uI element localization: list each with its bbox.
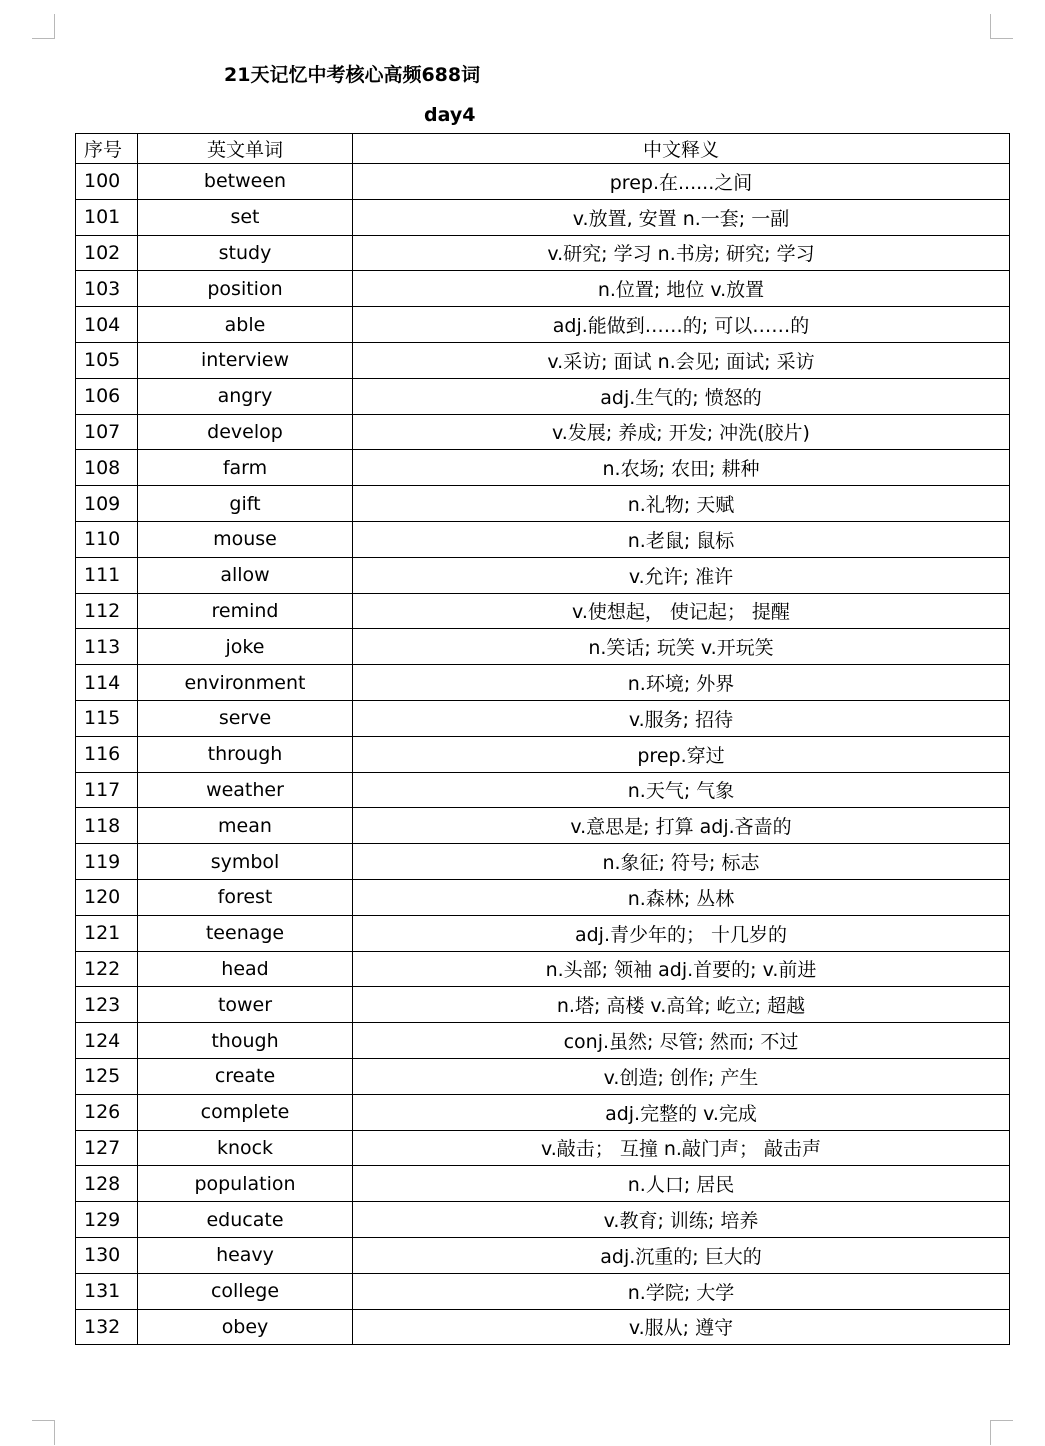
cell-index: 121 <box>76 915 138 951</box>
cell-index: 118 <box>76 808 138 844</box>
cell-english-word: through <box>138 736 353 772</box>
table-row <box>76 987 1010 1023</box>
cell-index: 109 <box>76 486 138 522</box>
cell-index: 110 <box>76 521 138 557</box>
header-chinese-meaning: 中文释义 <box>353 134 1010 164</box>
table-row <box>76 593 1010 629</box>
cell-index: 102 <box>76 235 138 271</box>
cell-english-word: gift <box>138 486 353 522</box>
cell-english-word: symbol <box>138 844 353 880</box>
header-english-word: 英文单词 <box>138 134 353 164</box>
cell-chinese-meaning: adj.完整的 v.完成 <box>353 1094 1010 1130</box>
table-row <box>76 199 1010 235</box>
cell-english-word: serve <box>138 700 353 736</box>
cell-index: 115 <box>76 700 138 736</box>
cell-english-word: complete <box>138 1094 353 1130</box>
cell-chinese-meaning: v.服务; 招待 <box>353 700 1010 736</box>
cell-chinese-meaning: v.敲击； 互撞 n.敲门声； 敲击声 <box>353 1130 1010 1166</box>
table-row <box>76 915 1010 951</box>
cell-chinese-meaning: n.森林; 丛林 <box>353 879 1010 915</box>
cell-english-word: develop <box>138 414 353 450</box>
table-row <box>76 1058 1010 1094</box>
cell-english-word: though <box>138 1023 353 1059</box>
cell-english-word: farm <box>138 450 353 486</box>
table-row <box>76 378 1010 414</box>
table-row <box>76 808 1010 844</box>
document-subtitle: day4 <box>424 104 476 126</box>
cell-chinese-meaning: n.位置; 地位 v.放置 <box>353 271 1010 307</box>
document-title: 21天记忆中考核心高频688词 <box>224 64 481 86</box>
cell-index: 100 <box>76 164 138 200</box>
cell-chinese-meaning: n.天气; 气象 <box>353 772 1010 808</box>
table-row <box>76 342 1010 378</box>
cell-english-word: allow <box>138 557 353 593</box>
table-row <box>76 772 1010 808</box>
cell-chinese-meaning: n.象征; 符号; 标志 <box>353 844 1010 880</box>
cell-index: 120 <box>76 879 138 915</box>
table-row <box>76 1309 1010 1345</box>
crop-mark-bottom-right <box>990 1420 1013 1445</box>
table-row <box>76 665 1010 701</box>
cell-chinese-meaning: adj.生气的; 愤怒的 <box>353 378 1010 414</box>
cell-chinese-meaning: n.笑话; 玩笑 v.开玩笑 <box>353 629 1010 665</box>
cell-index: 108 <box>76 450 138 486</box>
cell-chinese-meaning: v.使想起， 使记起； 提醒 <box>353 593 1010 629</box>
cell-chinese-meaning: n.头部; 领袖 adj.首要的; v.前进 <box>353 951 1010 987</box>
cell-english-word: forest <box>138 879 353 915</box>
table-row <box>76 235 1010 271</box>
table-row <box>76 450 1010 486</box>
table-row <box>76 164 1010 200</box>
cell-index: 104 <box>76 307 138 343</box>
cell-chinese-meaning: v.创造; 创作; 产生 <box>353 1058 1010 1094</box>
table-header-row <box>76 134 1010 164</box>
cell-english-word: remind <box>138 593 353 629</box>
cell-english-word: able <box>138 307 353 343</box>
cell-chinese-meaning: v.意思是; 打算 adj.吝啬的 <box>353 808 1010 844</box>
cell-chinese-meaning: n.环境; 外界 <box>353 665 1010 701</box>
cell-index: 103 <box>76 271 138 307</box>
cell-index: 117 <box>76 772 138 808</box>
cell-index: 131 <box>76 1273 138 1309</box>
cell-index: 122 <box>76 951 138 987</box>
cell-chinese-meaning: n.礼物; 天赋 <box>353 486 1010 522</box>
cell-english-word: between <box>138 164 353 200</box>
cell-english-word: set <box>138 199 353 235</box>
cell-english-word: teenage <box>138 915 353 951</box>
crop-mark-top-left <box>32 14 55 39</box>
cell-index: 130 <box>76 1237 138 1273</box>
cell-index: 127 <box>76 1130 138 1166</box>
cell-chinese-meaning: conj.虽然; 尽管; 然而; 不过 <box>353 1023 1010 1059</box>
cell-chinese-meaning: v.教育; 训练; 培养 <box>353 1202 1010 1238</box>
cell-english-word: knock <box>138 1130 353 1166</box>
cell-index: 132 <box>76 1309 138 1345</box>
cell-chinese-meaning: n.人口; 居民 <box>353 1166 1010 1202</box>
cell-index: 128 <box>76 1166 138 1202</box>
cell-english-word: joke <box>138 629 353 665</box>
cell-index: 107 <box>76 414 138 450</box>
table-row <box>76 1023 1010 1059</box>
cell-index: 125 <box>76 1058 138 1094</box>
table-row <box>76 700 1010 736</box>
cell-english-word: angry <box>138 378 353 414</box>
cell-index: 105 <box>76 342 138 378</box>
table-row <box>76 1202 1010 1238</box>
cell-chinese-meaning: adj.沉重的; 巨大的 <box>353 1237 1010 1273</box>
cell-chinese-meaning: adj.能做到……的; 可以……的 <box>353 307 1010 343</box>
table-row <box>76 271 1010 307</box>
cell-chinese-meaning: n.老鼠; 鼠标 <box>353 521 1010 557</box>
cell-english-word: create <box>138 1058 353 1094</box>
table-row <box>76 486 1010 522</box>
cell-english-word: study <box>138 235 353 271</box>
vocabulary-table <box>75 133 1010 1345</box>
cell-index: 123 <box>76 987 138 1023</box>
cell-index: 126 <box>76 1094 138 1130</box>
cell-chinese-meaning: v.放置, 安置 n.一套; 一副 <box>353 199 1010 235</box>
cell-index: 119 <box>76 844 138 880</box>
cell-english-word: college <box>138 1273 353 1309</box>
cell-index: 111 <box>76 557 138 593</box>
cell-index: 114 <box>76 665 138 701</box>
crop-mark-bottom-left <box>32 1420 55 1445</box>
table-row <box>76 1273 1010 1309</box>
cell-chinese-meaning: prep.穿过 <box>353 736 1010 772</box>
table-row <box>76 1166 1010 1202</box>
table-row <box>76 414 1010 450</box>
cell-english-word: population <box>138 1166 353 1202</box>
cell-english-word: weather <box>138 772 353 808</box>
cell-index: 106 <box>76 378 138 414</box>
cell-chinese-meaning: v.允许; 准许 <box>353 557 1010 593</box>
table-row <box>76 557 1010 593</box>
cell-english-word: obey <box>138 1309 353 1345</box>
cell-english-word: position <box>138 271 353 307</box>
table-row <box>76 1130 1010 1166</box>
cell-english-word: educate <box>138 1202 353 1238</box>
cell-index: 129 <box>76 1202 138 1238</box>
table-row <box>76 1237 1010 1273</box>
cell-english-word: interview <box>138 342 353 378</box>
cell-chinese-meaning: n.塔; 高楼 v.高耸; 屹立; 超越 <box>353 987 1010 1023</box>
cell-chinese-meaning: n.农场; 农田; 耕种 <box>353 450 1010 486</box>
cell-chinese-meaning: adj.青少年的； 十几岁的 <box>353 915 1010 951</box>
cell-index: 112 <box>76 593 138 629</box>
table-row <box>76 521 1010 557</box>
table-row <box>76 844 1010 880</box>
cell-index: 124 <box>76 1023 138 1059</box>
table-row <box>76 629 1010 665</box>
crop-mark-top-right <box>990 14 1013 39</box>
cell-chinese-meaning: v.采访; 面试 n.会见; 面试; 采访 <box>353 342 1010 378</box>
table-row <box>76 879 1010 915</box>
header-index: 序号 <box>76 134 138 164</box>
table-row <box>76 951 1010 987</box>
table-row <box>76 1094 1010 1130</box>
cell-chinese-meaning: prep.在......之间 <box>353 164 1010 200</box>
cell-chinese-meaning: v.发展; 养成; 开发; 冲洗(胶片) <box>353 414 1010 450</box>
cell-english-word: mean <box>138 808 353 844</box>
table-row <box>76 307 1010 343</box>
cell-english-word: mouse <box>138 521 353 557</box>
cell-english-word: heavy <box>138 1237 353 1273</box>
table-row <box>76 736 1010 772</box>
cell-chinese-meaning: n.学院; 大学 <box>353 1273 1010 1309</box>
cell-english-word: head <box>138 951 353 987</box>
cell-english-word: tower <box>138 987 353 1023</box>
cell-chinese-meaning: v.服从; 遵守 <box>353 1309 1010 1345</box>
cell-index: 113 <box>76 629 138 665</box>
cell-english-word: environment <box>138 665 353 701</box>
cell-chinese-meaning: v.研究; 学习 n.书房; 研究; 学习 <box>353 235 1010 271</box>
cell-index: 116 <box>76 736 138 772</box>
cell-index: 101 <box>76 199 138 235</box>
